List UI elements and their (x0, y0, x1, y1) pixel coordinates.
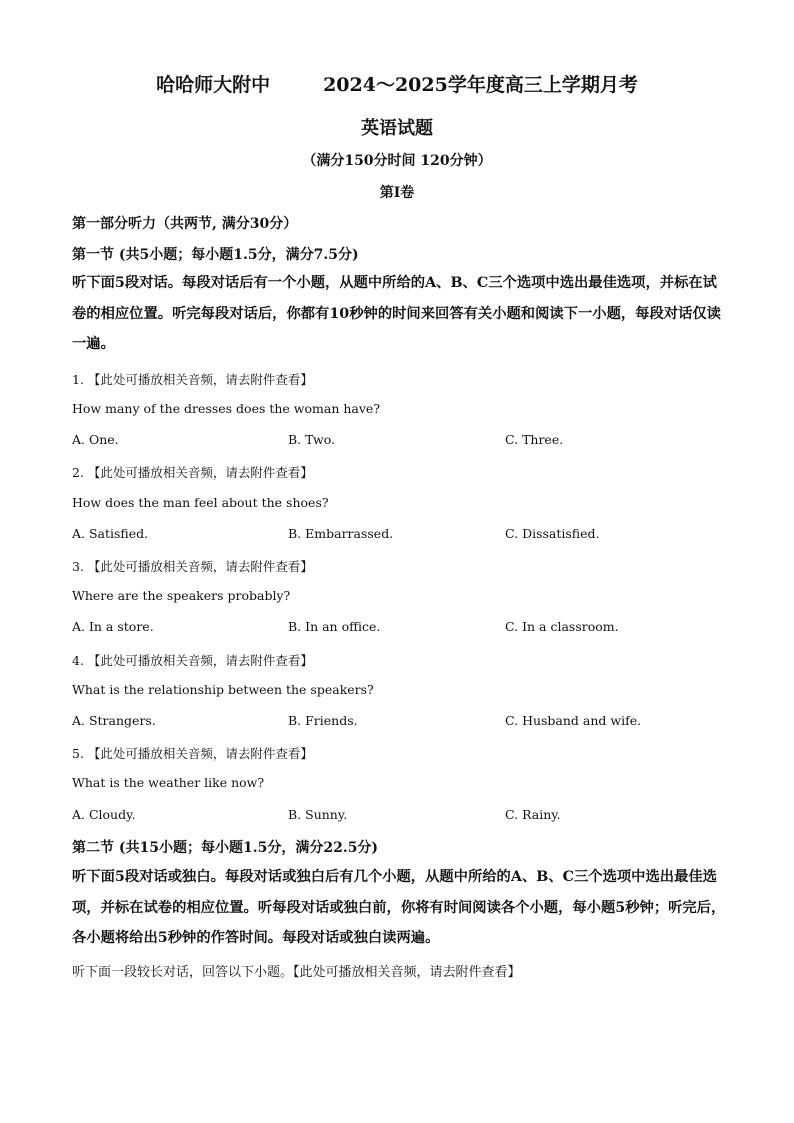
part1-title: 第一部分听力（共两节, 满分30分） (72, 216, 298, 232)
question-2-option-a: A. Satisfied. (72, 526, 149, 541)
section2-title: 第二节 (共15小题；每小题1.5分，满分22.5分) (72, 840, 379, 856)
question-2-stem: How does the man feel about the shoes? (72, 495, 329, 510)
section1-title: 第一节 (共5小题；每小题1.5分，满分7.5分) (72, 247, 359, 263)
question-5-audio[interactable]: 5. 【此处可播放相关音频，请去附件查看】 (72, 746, 313, 761)
question-1-stem: How many of the dresses does the woman have? (72, 401, 381, 416)
question-4-option-b: B. Friends. (288, 713, 358, 728)
question-5-option-a: A. Cloudy. (72, 807, 136, 822)
volume-label: 第I卷 (379, 185, 415, 201)
question-3-option-c: C. In a classroom. (505, 619, 619, 634)
question-1-option-a: A. One. (72, 432, 119, 447)
question-3-option-b: B. In an office. (288, 619, 381, 634)
question-5-option-c: C. Rainy. (505, 807, 561, 822)
question-2-audio[interactable]: 2. 【此处可播放相关音频，请去附件查看】 (72, 465, 313, 480)
question-3-option-a: A. In a store. (72, 619, 154, 634)
section2-instructions: 听下面5段对话或独白。每段对话或独白后有几个小题，从题中所给的A、B、C三个选项中选出最佳选项，并标在试卷的相应位置。听每段对话或独白前，你将有时间阅读各个小题，每小题5秒钟；听完后，各小题将给出5秒钟的作答时间。每段对话或独白读两遍。 (72, 869, 726, 946)
question-1-audio[interactable]: 1. 【此处可播放相关音频，请去附件查看】 (72, 372, 313, 387)
question-5-option-b: B. Sunny. (288, 807, 348, 822)
exam-info: （满分150分时间 120分钟） (302, 153, 492, 169)
question-3-stem: Where are the speakers probably? (72, 588, 291, 603)
school-name: 哈哈师大附中 (156, 74, 271, 96)
question-4-audio[interactable]: 4. 【此处可播放相关音频，请去附件查看】 (72, 653, 313, 668)
exam-name: 2024～2025学年度高三上学期月考 (323, 74, 638, 96)
section1-instructions: 听下面5段对话。每段对话后有一个小题，从题中所给的A、B、C三个选项中选出最佳选项，并标在试卷的相应位置。听完每段对话后，你都有10秒钟的时间来回答有关小题和阅读下一小题，每段对话仅读一遍。 (72, 275, 721, 352)
question-1-option-c: C. Three. (505, 432, 564, 447)
question-5-stem: What is the weather like now? (72, 775, 265, 790)
question-1-option-b: B. Two. (288, 432, 336, 447)
question-2-option-c: C. Dissatisfied. (505, 526, 600, 541)
exam-title-line (0, 70, 794, 97)
question-3-audio[interactable]: 3. 【此处可播放相关音频，请去附件查看】 (72, 559, 313, 574)
question-2-option-b: B. Embarrassed. (288, 526, 394, 541)
subject-title: 英语试题 (361, 118, 433, 139)
question-4-option-a: A. Strangers. (72, 713, 156, 728)
next-dialogue-note[interactable]: 听下面一段较长对话，回答以下小题。【此处可播放相关音频，请去附件查看】 (72, 965, 521, 980)
question-4-stem: What is the relationship between the speakers? (72, 682, 374, 697)
question-4-option-c: C. Husband and wife. (505, 713, 642, 728)
